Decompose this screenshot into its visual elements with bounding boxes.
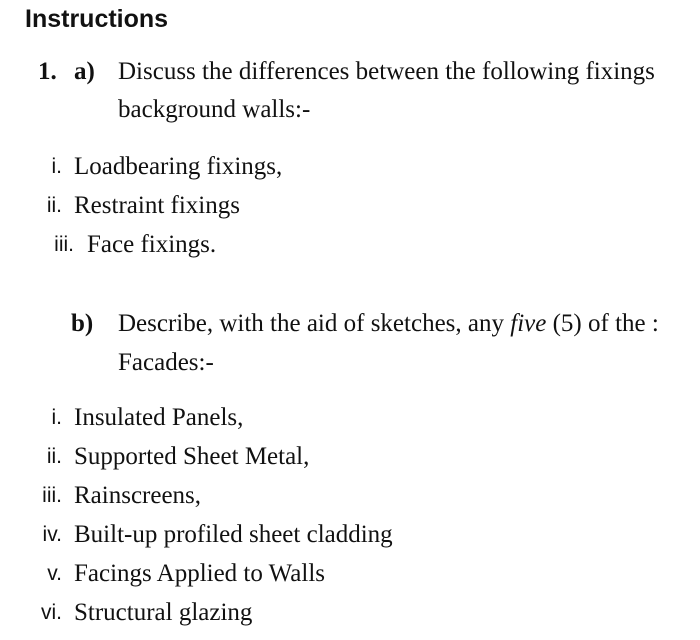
list-item-text: Face fixings. [87,231,217,258]
list-item-text: Structural glazing [74,599,253,626]
list-item-text: Facings Applied to Walls [74,560,325,587]
page-heading: Instructions [25,5,169,33]
part-b-prompt-line-2: Facades:- [118,349,214,376]
list-marker: v. [47,562,62,585]
list-marker: ii. [46,445,62,468]
list-marker: i. [51,155,62,178]
part-b-label: b) [71,310,94,337]
list-item-text: Restraint fixings [74,192,240,219]
list-item-text: Insulated Panels, [74,404,244,431]
part-b-prompt-text-end: (5) of the : [546,310,659,337]
list-marker: i. [51,406,62,429]
list-item-text: Loadbearing fixings, [74,153,283,180]
list-item-text: Rainscreens, [74,482,202,509]
list-marker: ii. [46,194,62,217]
part-b-prompt-text: Describe, with the aid of sketches, any [118,310,511,337]
part-a-label: a) [74,58,95,85]
part-b-prompt-line-1 [118,308,659,340]
list-item-text: Supported Sheet Metal, [74,443,310,470]
list-marker: vi. [41,601,62,624]
list-item-text: Built-up profiled sheet cladding [74,521,393,548]
list-marker: iv. [42,523,62,546]
part-a-prompt-line-2: background walls:- [118,96,311,123]
list-marker: iii. [54,233,74,256]
part-a-prompt-line-1: Discuss the differences between the following fixings [118,58,655,85]
question-number: 1. [38,58,57,85]
part-b-prompt-emphasis: five [510,310,547,337]
list-marker: iii. [42,484,62,507]
